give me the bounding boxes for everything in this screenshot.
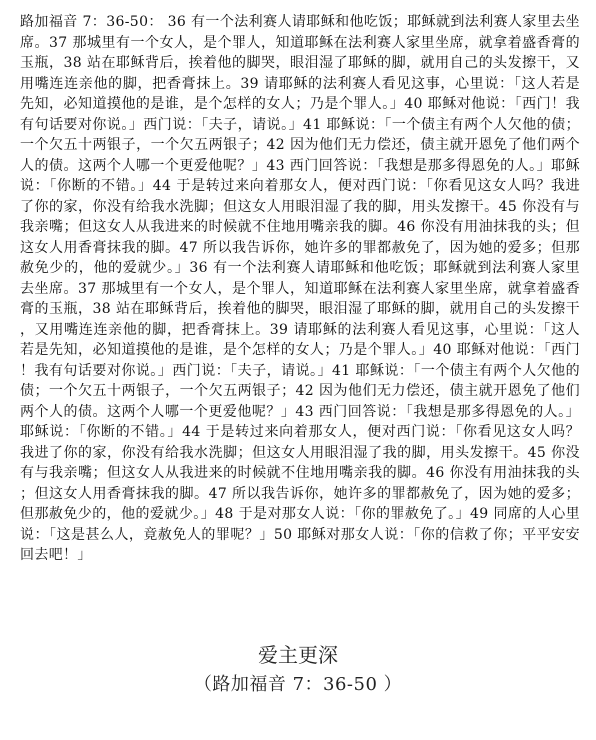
document-title: 爱主更深 [258, 643, 338, 667]
scripture-passage: 路加福音 7：36-50： 36 有一个法利赛人请耶稣和他吃饭；耶稣就到法利赛人家里去坐席。37 那城里有一个女人，是个罪人，知道耶稣在法利赛人家里坐席，就拿着盛香膏的玉瓶，38 站在耶稣背后，挨着他的脚哭，眼泪湿了耶稣的脚，就用自己的头发擦干，又用嘴连连亲他的脚，把香膏抹上。39 请耶稣的法利赛人看见这事，心里说：「这人若是先知，必知道摸他的是谁，是个怎样的女人；乃是个罪人。」40 耶稣对他说：「西门！我有句话要对你说。」西门说：「夫子，请说。」41 耶稣说：「一个债主有两个人欠他的债；一个欠五十两银子，一个欠五两银子；42 因为他们无力偿还，债主就开恩免了他们两个人的债。这两个人哪一个更爱他呢？」43 西门回答说：「我想是那多得恩免的人。」耶稣说：「你断的不错。」44 于是转过来向着那女人，便对西门说：「你看见这女人吗？我进了你的家，你没有给我水洗脚；但这女人用眼泪湿了我的脚，用头发擦干。45 你没有与我亲嘴；但这女人从我进来的时候就不住地用嘴亲我的脚。46 你没有用油抹我的头；但这女人用香膏抹我的脚。47 所以我告诉你，她许多的罪都赦免了，因为她的爱多；但那赦免少的，他的爱就少。」36 有一个法利赛人请耶稣和他吃饭；耶稣就到法利赛人家里去坐席。37 那城里有一个女人，是个罪人，知道耶稣在法利赛人家里坐席，就拿着盛香膏的玉瓶，38 站在耶稣背后，挨着他的脚哭，眼泪湿了耶稣的脚，就用自己的头发擦干，又用嘴连连亲他的脚，把香膏抹上。39 请耶稣的法利赛人看见这事，心里说：「这人若是先知，必知道摸他的是谁，是个怎样的女人；乃是个罪人。」40 耶稣对他说：「西门！我有句话要对你说。」西门说：「夫子，请说。」41 耶稣说：「一个债主有两个人欠他的债；一个欠五十两银子，一个欠五两银子；42 因为他们无力偿还，债主就开恩免了他们两个人的债。这两个人哪一个更爱他呢？」43 西门回答说：「我想是那多得恩免的人。」耶稣说：「你断的不错。」44 于是转过来向着那女人，便对西门说：「你看见这女人吗？我进了你的家，你没有给我水洗脚；但这女人用眼泪湿了我的脚，用头发擦干。45 你没有与我亲嘴；但这女人从我进来的时候就不住地用嘴亲我的脚。46 你没有用油抹我的头；但这女人用香膏抹我的脚。47 所以我告诉你，她许多的罪都赦免了，因为她的爱多；但那赦免少的，他的爱就少。」48 于是对那女人说：「你的罪赦免了。」49 同席的人心里说：「这是甚么人，竟赦免人的罪呢？」50 耶稣对那女人说：「你的信救了你；平平安安回去吧！」 [20, 14, 580, 563]
title-block [0, 640, 596, 700]
scripture-reference: （路加福音 7：36-50 ） [193, 674, 403, 695]
